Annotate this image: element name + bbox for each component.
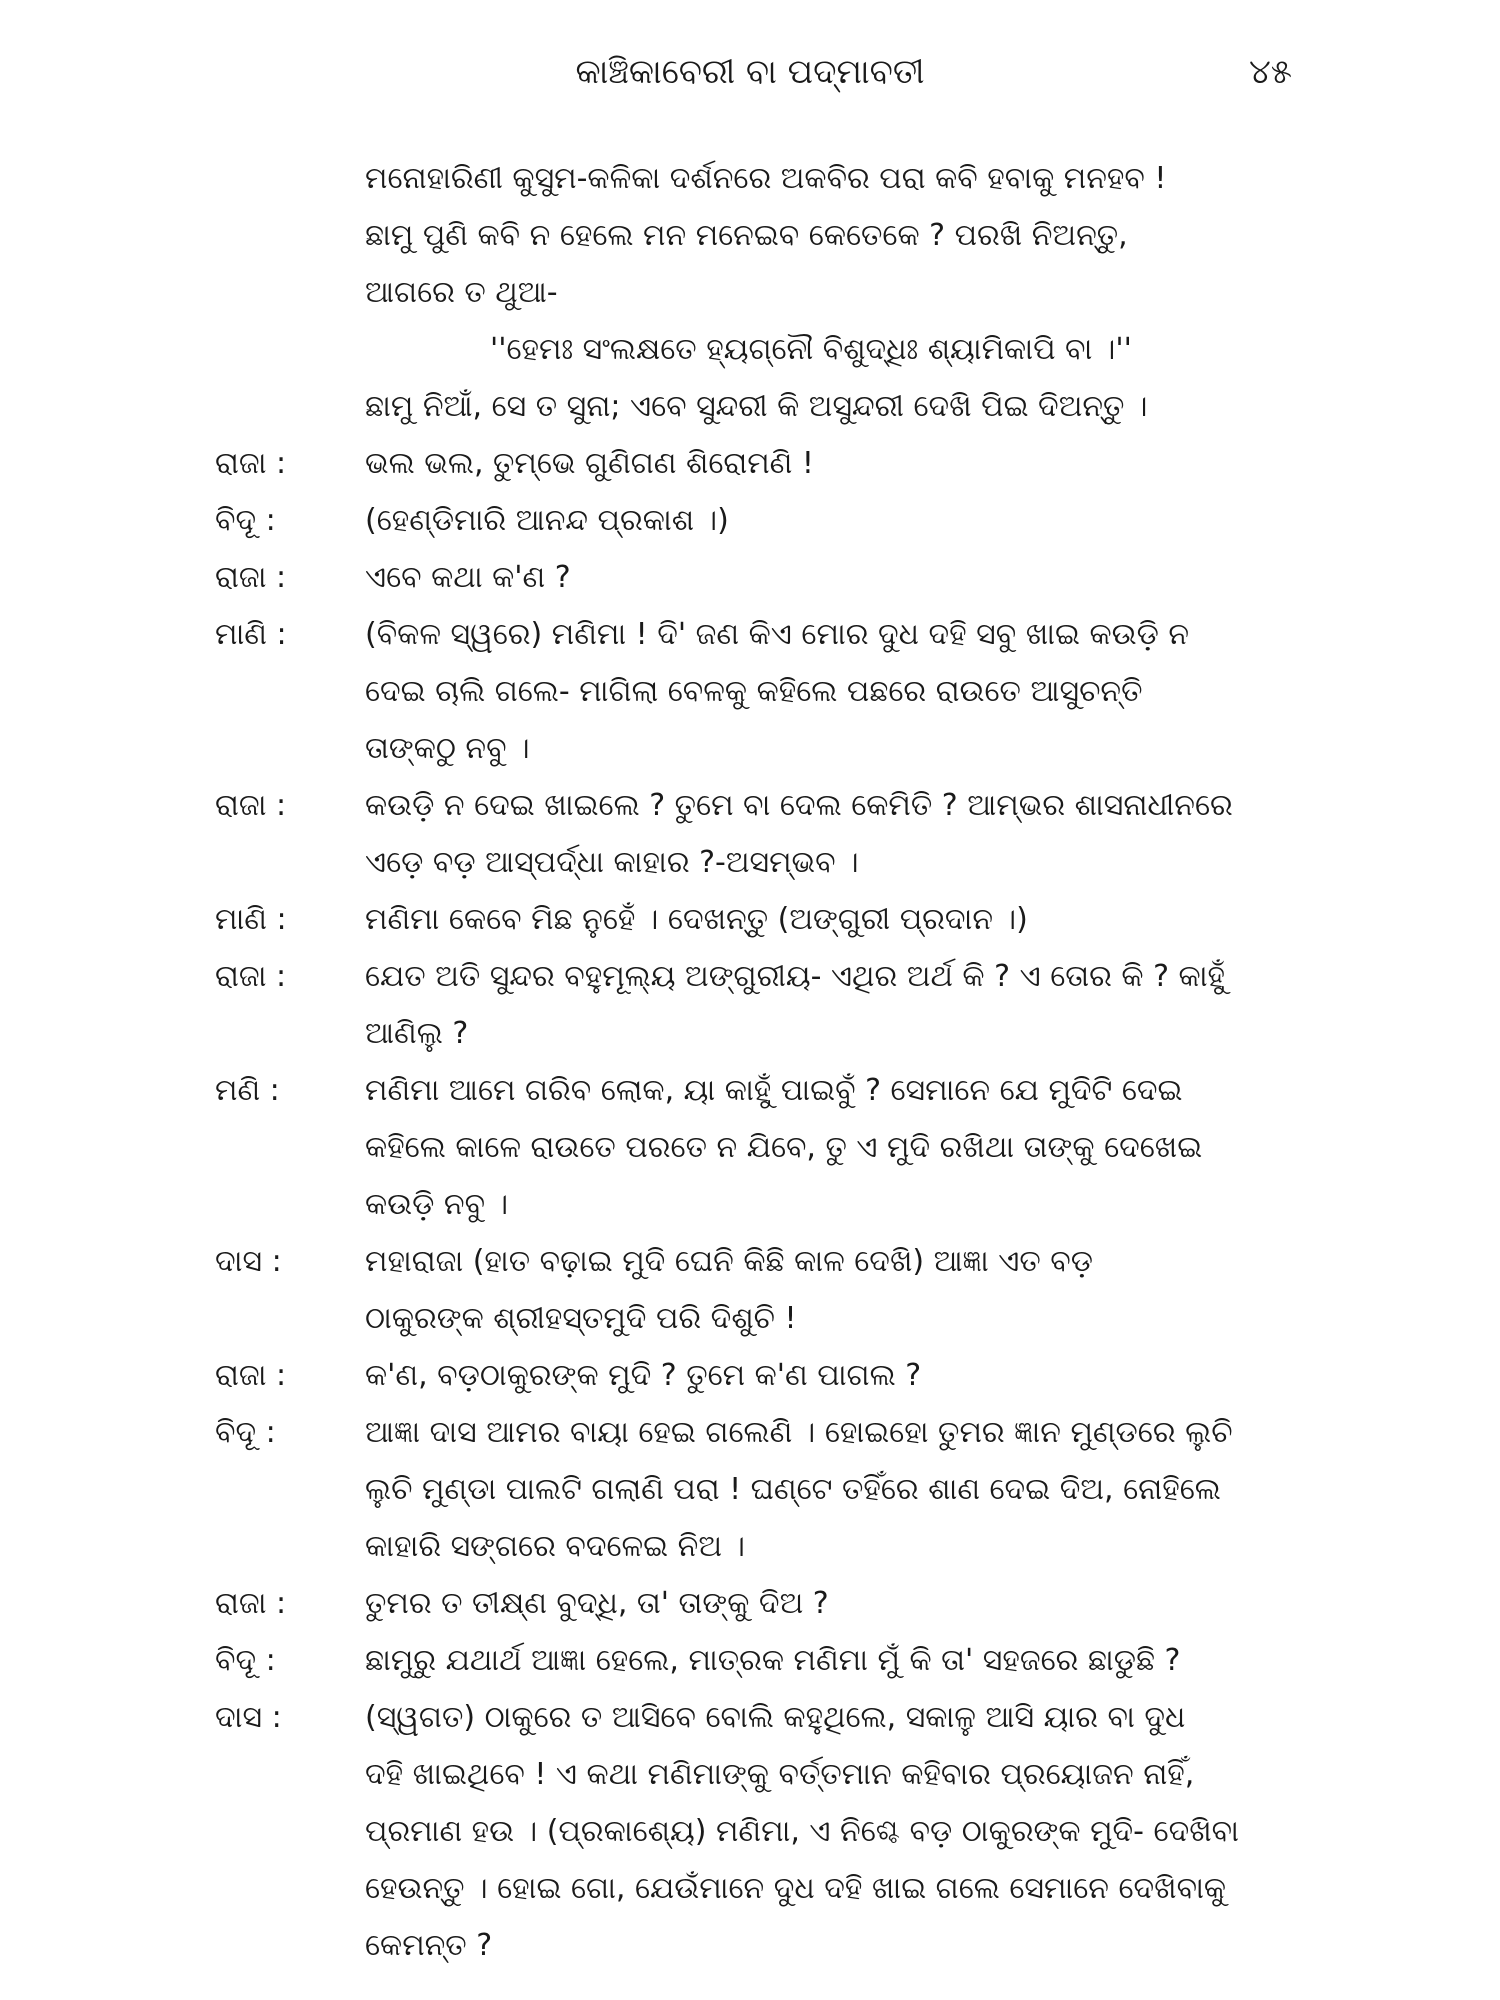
speaker-label: ମାଣି : (215, 617, 287, 652)
text-line: ପ୍ରମାଣ ହଉ । (ପ୍ରକାଶ୍ୟେ) ମଣିମା, ଏ ନିଶ୍ଚେ ବଡ଼ ଠାକୁରଙ୍କ ମୁଦି- ଦେଖିବା (365, 1814, 1239, 1849)
speaker-label: ରାଜା : (215, 1586, 287, 1621)
play-text (0, 150, 1500, 1974)
dialogue-block (0, 549, 1500, 606)
text-line: ମଣିମା କେବେ ମିଛ ନୁହେଁ । ଦେଖନ୍ତୁ (ଅଙ୍ଗୁରୀ ପ୍ରଦାନ ।) (365, 902, 1028, 937)
text-line: କଉଡ଼ି ନ ଦେଇ ଖାଇଲେ ? ତୁମେ ବା ଦେଲ କେମିତି ? ଆମ୍ଭର ଶାସନାଧୀନରେ (365, 788, 1233, 823)
dialogue-block (0, 1575, 1500, 1632)
text-line: ମଣିମା ଆମେ ଗରିବ ଲୋକ, ୟା କାହୁଁ ପାଇବୁଁ ? ସେମାନେ ଯେ ମୁଦିଟି ଦେଇ (365, 1073, 1183, 1108)
speaker-label: ବିଦୂ : (215, 503, 276, 538)
text-line: ଯେତ ଅତି ସୁନ୍ଦର ବହୁମୂଲ୍ୟ ଅଙ୍ଗୁରୀୟ- ଏଥିର ଅର୍ଥ କି ? ଏ ତୋର କି ? କାହୁଁ (365, 959, 1226, 994)
dialogue-block (0, 1062, 1500, 1233)
text-line: ଛାମୁ ନିଆଁ, ସେ ତ ସୁନା; ଏବେ ସୁନ୍ଦରୀ କି ଅସୁନ୍ଦରୀ ଦେଖି ପିଇ ଦିଅନ୍ତୁ । (365, 389, 1148, 424)
text-line: କାହାରି ସଙ୍ଗରେ ବଦଳେଇ ନିଅ । (365, 1529, 746, 1564)
text-line: ଛାମୁ ପୁଣି କବି ନ ହେଲେ ମନ ମନେଇବ କେତେକେ ? ପରଖି ନିଅନ୍ତୁ, (365, 218, 1128, 253)
dialogue-block (0, 1233, 1500, 1347)
text-line: ଭଲ ଭଲ, ତୁମ୍ଭେ ଗୁଣିଗଣ ଶିରୋମଣି ! (365, 446, 814, 481)
text-line: କହିଲେ କାଳେ ରାଉତେ ପରତେ ନ ଯିବେ, ତୁ ଏ ମୁଦି ରଖିଥା ତାଙ୍କୁ ଦେଖେଇ (365, 1130, 1203, 1165)
dialogue-block (0, 492, 1500, 549)
speaker-label: ମଣି : (215, 1073, 280, 1108)
text-line: ତାଙ୍କଠୁ ନବୁ । (365, 731, 530, 766)
dialogue-block (0, 777, 1500, 891)
speaker-label: ରାଜା : (215, 959, 287, 994)
dialogue-block (0, 435, 1500, 492)
text-line: ଏବେ କଥା କ'ଣ ? (365, 560, 571, 595)
running-title: କାଞ୍ଚିକାବେରୀ ବା ପଦ୍ମାବତୀ (575, 52, 925, 92)
text-line: ଛାମୁରୁ ଯଥାର୍ଥ ଆଜ୍ଞା ହେଲେ, ମାତ୍ରକ ମଣିମା ମୁଁ କି ତା' ସହଜରେ ଛାଡୁଛି ? (365, 1643, 1181, 1678)
dialogue-block (0, 1689, 1500, 1974)
page-number: ୪୫ (1248, 52, 1292, 92)
dialogue-block (0, 606, 1500, 777)
speaker-label: ଦାସ : (215, 1700, 282, 1735)
text-line: ଏଡ଼େ ବଡ଼ ଆସ୍ପର୍ଦ୍ଧା କାହାର ?-ଅସମ୍ଭବ । (365, 845, 859, 880)
text-line: ଦେଇ ଚାଲି ଗଲେ- ମାଗିଲା ବେଳକୁ କହିଲେ ପଛରେ ରାଉତେ ଆସୁଚନ୍ତି (365, 674, 1143, 709)
text-line: ଆଣିଲୁ ? (365, 1016, 469, 1051)
text-line: ଲୁଚି ମୁଣ୍ଡା ପାଲଟି ଗଲାଣି ପରା ! ଘଣ୍ଟେ ତହିଁରେ ଶାଣ ଦେଇ ଦିଅ, ନୋହିଲେ (365, 1472, 1221, 1507)
dialogue-block (0, 1347, 1500, 1404)
text-line: ଦହି ଖାଇଥିବେ ! ଏ କଥା ମଣିମାଙ୍କୁ ବର୍ତ୍ତମାନ କହିବାର ପ୍ରୟୋଜନ ନାହିଁ, (365, 1757, 1195, 1792)
running-header (0, 52, 1500, 102)
speaker-label: ବିଦୂ : (215, 1643, 276, 1678)
continuation-block (0, 150, 1500, 321)
text-line: ଆଗରେ ତ ଥୁଆ- (365, 275, 558, 310)
speaker-label: ରାଜା : (215, 788, 287, 823)
text-line: ମନୋହାରିଣୀ କୁସୁମ-କଳିକା ଦର୍ଶନରେ ଅକବିର ପରା କବି ହବାକୁ ମନହବ ! (365, 161, 1167, 196)
text-line: (ବିକଳ ସ୍ୱରେ) ମଣିମା ! ଦି' ଜଣ କିଏ ମୋର ଦୁଧ ଦହି ସବୁ ଖାଇ କଉଡ଼ି ନ (365, 617, 1190, 652)
speaker-label: ରାଜା : (215, 1358, 287, 1393)
continuation-block (0, 321, 1500, 378)
text-line: ତୁମର ତ ତୀକ୍ଷ୍ଣ ବୁଦ୍ଧି, ତା' ତାଙ୍କୁ ଦିଅ ? (365, 1586, 829, 1621)
text-line: ମହାରାଜା (ହାତ ବଢ଼ାଇ ମୁଦି ଘେନି କିଛି କାଳ ଦେଖି) ଆଜ୍ଞା ଏତ ବଡ଼ (365, 1244, 1093, 1279)
text-line: କ'ଣ, ବଡ଼ଠାକୁରଙ୍କ ମୁଦି ? ତୁମେ କ'ଣ ପାଗଲ ? (365, 1358, 922, 1393)
text-line: କେମନ୍ତ ? (365, 1928, 493, 1963)
text-line: (ହେଣ୍ଡିମାରି ଆନନ୍ଦ ପ୍ରକାଶ ।) (365, 503, 729, 538)
speaker-label: ରାଜା : (215, 560, 287, 595)
speaker-label: ଦାସ : (215, 1244, 282, 1279)
text-line: ହେଉନ୍ତୁ । ହୋଇ ଗୋ, ଯେଉଁମାନେ ଦୁଧ ଦହି ଖାଇ ଗଲେ ସେମାନେ ଦେଖିବାକୁ (365, 1871, 1227, 1906)
text-line: (ସ୍ୱଗତ) ଠାକୁରେ ତ ଆସିବେ ବୋଲି କହୁଥିଲେ, ସକାଳୁ ଆସି ୟାର ବା ଦୁଧ (365, 1700, 1186, 1735)
dialogue-block (0, 891, 1500, 948)
speaker-label: ରାଜା : (215, 446, 287, 481)
text-line: ଠାକୁରଙ୍କ ଶ୍ରୀହସ୍ତମୁଦି ପରି ଦିଶୁଚି ! (365, 1301, 797, 1336)
dialogue-block (0, 1632, 1500, 1689)
speaker-label: ବିଦୂ : (215, 1415, 276, 1450)
speaker-label: ମାଣି : (215, 902, 287, 937)
dialogue-block (0, 948, 1500, 1062)
text-line: କଉଡ଼ି ନବୁ । (365, 1187, 509, 1222)
dialogue-block (0, 1404, 1500, 1575)
quote-line: ''ହେମଃ ସଂଲକ୍ଷତେ ହ୍ୟଗ୍ନୌ ବିଶୁଦ୍ଧିଃ ଶ୍ୟାମିକାପି ବା ।'' (490, 332, 1132, 367)
text-line: ଆଜ୍ଞା ଦାସ ଆମର ବାୟା ହେଇ ଗଲେଣି । ହୋଇହୋ ତୁମର ଜ୍ଞାନ ମୁଣ୍ଡରେ ଲୁଚି (365, 1415, 1233, 1450)
continuation-block (0, 378, 1500, 435)
